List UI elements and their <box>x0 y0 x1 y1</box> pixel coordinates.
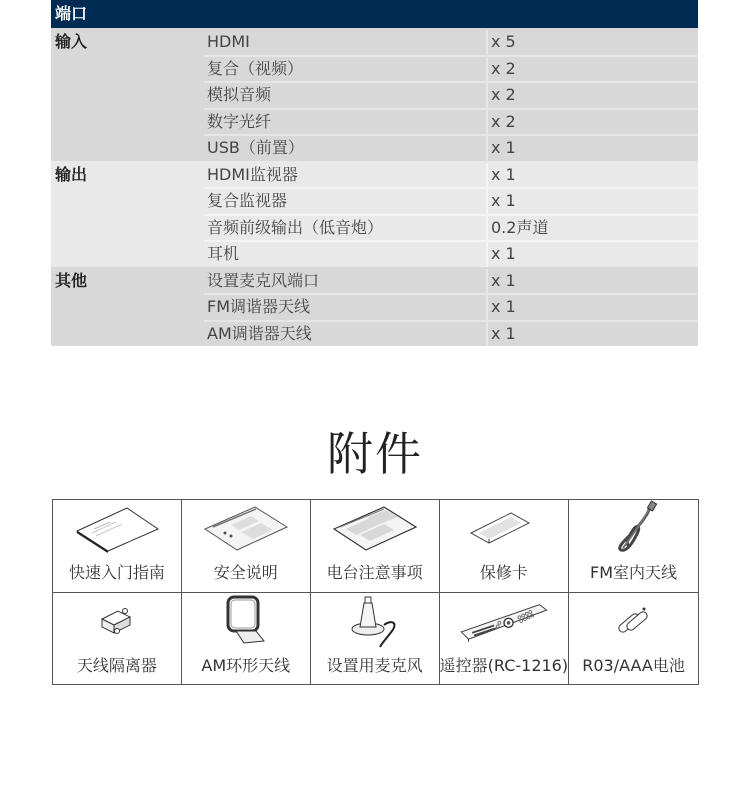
accessory-item <box>53 593 182 685</box>
accessory-label: 遥控器(RC-1216) <box>439 656 569 675</box>
accessory-label: 电台注意事项 <box>326 563 423 582</box>
table-row <box>204 134 698 161</box>
group-label: 输入 <box>55 32 88 51</box>
accessory-label: 设置用麦克风 <box>326 656 423 675</box>
table-row <box>204 108 698 135</box>
port-name: HDMI监视器 <box>204 163 488 188</box>
table-row <box>204 293 698 320</box>
table-row <box>204 267 698 294</box>
accessory-item <box>569 593 698 685</box>
group-label: 输出 <box>55 164 88 184</box>
quick-start-guide-icon <box>67 500 167 556</box>
port-name: 设置麦克风端口 <box>204 269 488 294</box>
accessory-item <box>182 500 311 593</box>
port-count: x 2 <box>491 85 516 104</box>
remote-control-icon <box>454 593 554 649</box>
accessory-label: 安全说明 <box>213 563 278 582</box>
table-row <box>204 161 698 188</box>
accessory-item <box>440 593 569 685</box>
batteries-icon <box>584 593 684 649</box>
group-label: 其他 <box>55 270 88 290</box>
port-count: x 2 <box>491 58 516 78</box>
port-count: x 2 <box>491 111 516 131</box>
table-row <box>204 214 698 241</box>
port-count: x 1 <box>491 270 516 290</box>
accessory-label: FM室内天线 <box>590 563 678 582</box>
port-count: x 1 <box>491 323 516 343</box>
ports-table-header: 端口 <box>51 0 698 28</box>
port-count: x 1 <box>491 138 516 157</box>
port-name: 复合监视器 <box>204 189 488 214</box>
accessory-item <box>569 500 698 593</box>
accessory-label: 天线隔离器 <box>76 656 157 675</box>
port-name: 音频前级输出（低音炮） <box>204 216 488 241</box>
accessory-item <box>182 593 311 685</box>
table-row <box>204 240 698 267</box>
table-row <box>204 81 698 108</box>
port-name: FM调谐器天线 <box>204 295 488 320</box>
warranty-card-icon <box>454 500 554 556</box>
ports-group-output <box>51 161 698 267</box>
table-row <box>204 28 698 55</box>
accessory-label: R03/AAA电池 <box>582 656 685 675</box>
accessory-label: 快速入门指南 <box>68 563 165 582</box>
port-name: 复合（视频） <box>204 57 488 82</box>
accessory-label: AM环形天线 <box>201 656 291 675</box>
accessory-item <box>311 593 440 685</box>
table-row <box>204 320 698 347</box>
ports-group-input <box>51 28 698 161</box>
table-row <box>204 187 698 214</box>
accessory-item <box>311 500 440 593</box>
port-name: 模拟音频 <box>204 83 488 108</box>
accessories-grid <box>52 499 699 685</box>
port-name: USB（前置） <box>204 136 488 161</box>
port-name: HDMI <box>204 30 488 55</box>
ports-group-other <box>51 267 698 347</box>
setup-microphone-icon <box>325 593 425 649</box>
fm-antenna-icon <box>584 500 684 556</box>
accessory-item <box>440 500 569 593</box>
accessory-label: 保修卡 <box>479 563 528 582</box>
ports-table <box>51 0 698 346</box>
table-row <box>204 55 698 82</box>
am-loop-antenna-icon <box>196 593 296 649</box>
port-count: x 1 <box>491 297 516 316</box>
accessory-item <box>53 500 182 593</box>
port-name: 数字光纤 <box>204 110 488 135</box>
port-name: 耳机 <box>204 242 488 267</box>
antenna-isolator-icon <box>67 593 167 649</box>
port-count: x 1 <box>491 244 516 263</box>
port-name: AM调谐器天线 <box>204 322 488 347</box>
accessories-title: 附件 <box>327 427 423 481</box>
port-count: x 1 <box>491 164 516 184</box>
port-count: x 5 <box>491 32 516 51</box>
safety-instructions-icon <box>196 500 296 556</box>
port-count: 0.2声道 <box>491 217 549 237</box>
radio-notes-icon <box>325 500 425 556</box>
port-count: x 1 <box>491 191 516 210</box>
